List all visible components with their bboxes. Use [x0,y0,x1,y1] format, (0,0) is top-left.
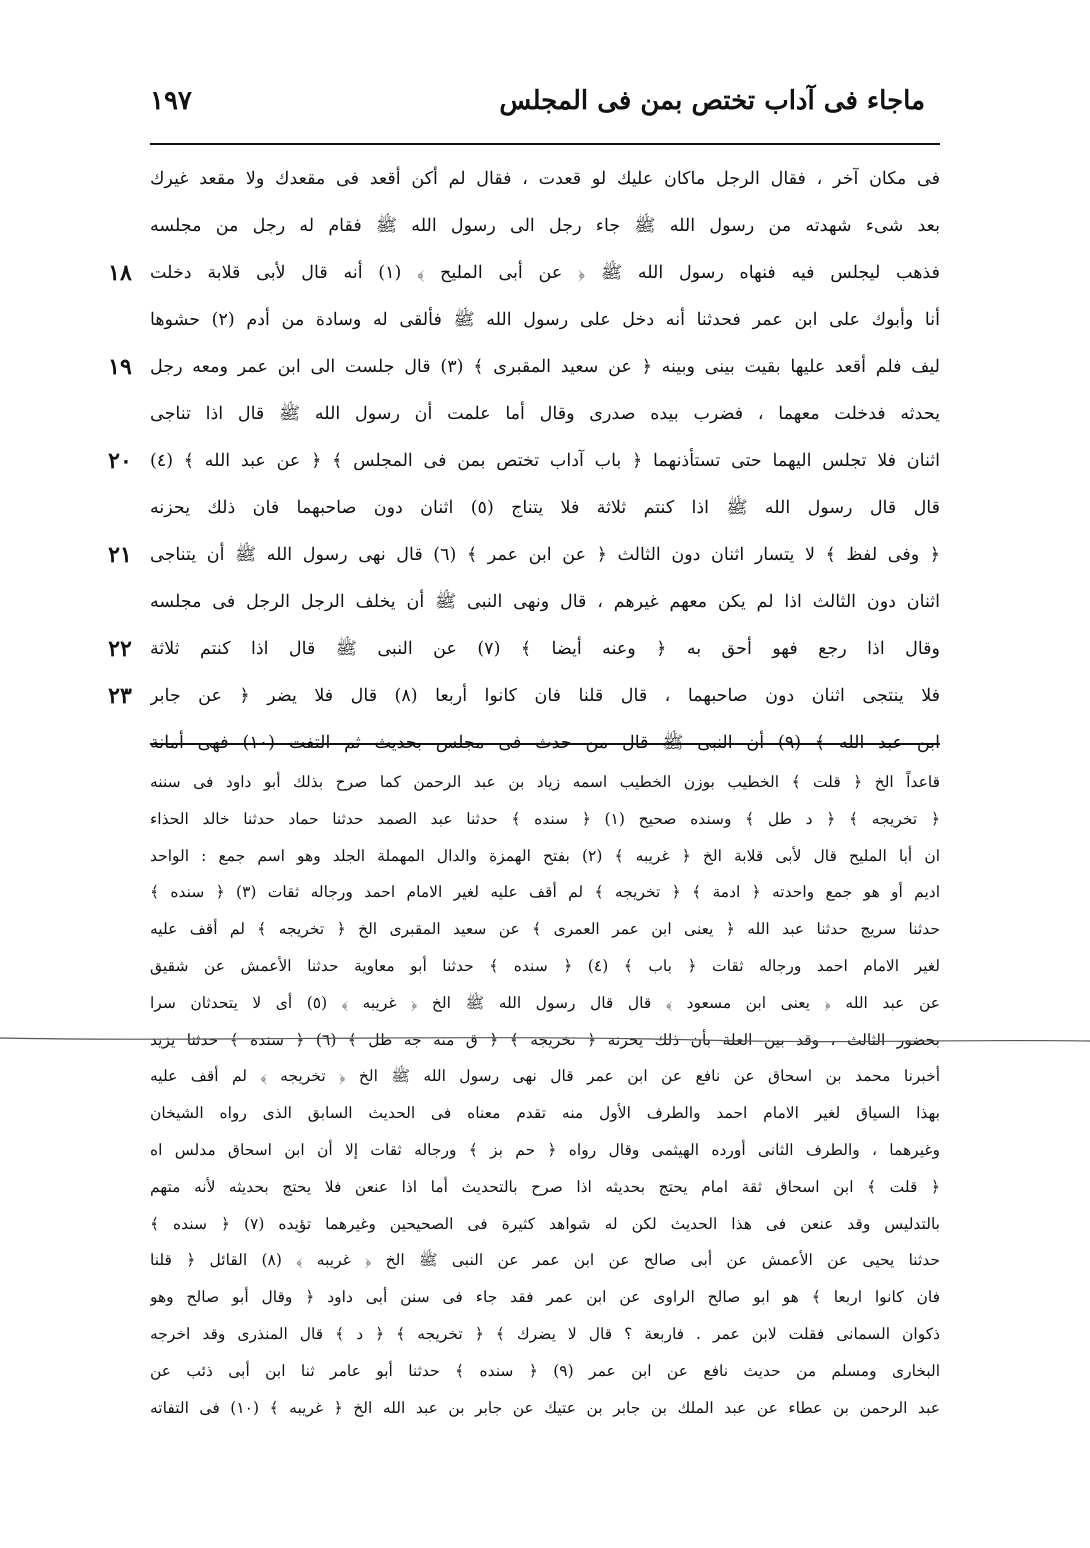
footnote-line: ذكوان السمانى فقلت لابن عمر . فاربعة ؟ قال لا يضرك ﴾ ﴿ تخريجه ﴾ ﴿ د ﴾ قال المنذرى وقد اخرجه [150,1324,940,1343]
hadith-number: ١٨ [108,260,132,286]
main-text-line: وقال اذا رجع فهو أحق به ﴿ وعنه أيضا ﴾ (٧) عن النبى ﷺ قال اذا كنتم ثلاثة [150,639,940,659]
main-text-line: اثنان دون الثالث اذا لم يكن معهم غيرهم ، قال ونهى النبى ﷺ أن يخلف الرجل الرجل فى مجلسه [150,592,940,612]
main-text-line: يحدثه فدخلت معهما ، فضرب بيده صدرى وقال أما علمت أن رسول الله ﷺ قال اذا تناجى [150,404,940,424]
main-text-line: ﴿ وفى لفظ ﴾ لا يتسار اثنان دون الثالث ﴿ عن ابن عمر ﴾ (٦) قال نهى رسول الله ﷺ أن يتناجى [150,545,940,565]
footnote-divider [150,743,940,745]
footnote-line: بهذا السياق لغير الامام احمد والطرف الأول منه تقدم معناه فى الحديث السابق الذى رواه الشيخان [150,1104,940,1123]
footnote-line: ان أبا المليح قال لأبى قلابة الخ ﴿ غريبه ﴾ (٢) بفتح الهمزة والدال المهملة الجلد وهو اسم جمع : الواحد [150,846,940,865]
main-text-line: اثنان فلا تجلس اليهما حتى تستأذنهما ﴿ باب آداب تختص بمن فى المجلس ﴾ ﴿ عن عبد الله ﴾ (٤) [150,451,940,471]
footnote-line: قاعداً الخ ﴿ قلت ﴾ الخطيب بوزن الخطيب اسمه زياد بن عبد الرحمن كما صرح بذلك أبو داود فى سننه [150,773,940,791]
footnote-line: اديم أو هو جمع واحدته ﴿ ادمة ﴾ ﴿ تخريجه ﴾ لم أقف عليه لغير الامام احمد ورجاله ثقات (٣) ﴿ سنده ﴾ [150,883,940,902]
footnote-line: بالتدليس وقد عنعن فى هذا الحديث لكن له شواهد كثيرة فى الصحيحين وغيرهما تؤيده (٧) ﴿ سنده ﴾ [150,1214,940,1233]
main-text-line: قال قال رسول الله ﷺ اذا كنتم ثلاثة فلا يتناج (٥) اثنان دون صاحبهما فان ذلك يحزنه [150,498,940,518]
header-divider [150,143,940,145]
main-text-line: ابن عبد الله ﴾ (٩) أن النبى ﷺ قال من حدث فى مجلس بحديث ثم التفت (١٠) فهى أمانة [150,733,940,753]
footnote-line: حدثنا يحيى عن الأعمش عن أبى صالح عن ابن عمر عن النبى ﷺ الخ ﴿ غريبه ﴾ (٨) القائل ﴿ قلنا [150,1251,940,1270]
main-text-line: فى مكان آخر ، فقال الرجل ماكان عليك لو قعدت ، فقال لم أكن أقعد فى مقعدك ولا مقعد غيرك [150,169,940,189]
main-text [150,156,940,767]
footnote-line: عبد الرحمن بن عطاء عن عبد الملك بن جابر بن عتيك عن جابر بن عبد الله الخ ﴿ غريبه ﴾ (١٠) فى التفاته [150,1398,940,1417]
footnote-line: حدثنا سريج حدثنا عبد الله ﴿ يعنى ابن عمر العمرى ﴾ عن سعيد المقبرى الخ ﴿ تخريجه ﴾ لم أقف عليه [150,920,940,939]
page-header [150,78,925,128]
footnotes [150,764,940,1426]
footnote-line: عن عبد الله ﴿ يعنى ابن مسعود ﴾ قال قال رسول الله ﷺ الخ ﴿ غريبه ﴾ (٥) أى لا يتحدثان سرا [150,993,940,1012]
hadith-number: ٢١ [108,542,132,568]
footnote-line: فان كانوا اربعا ﴾ هو ابو صالح الراوى عن ابن عمر فقد جاء فى سنن أبى داود ﴿ وقال أبو صالح وهو [150,1288,940,1307]
main-text-line: ليف فلم أقعد عليها بقيت بينى وبينه ﴿ عن سعيد المقبرى ﴾ (٣) قال جلست الى ابن عمر ومعه رجل [150,357,940,377]
main-text-line: بعد شىء شهدته من رسول الله ﷺ جاء رجل الى رسول الله ﷺ فقام له رجل من مجلسه [150,216,940,236]
running-title: ماجاء فى آداب تختص بمن فى المجلس [499,86,925,116]
main-text-line: أنا وأبوك على ابن عمر فحدثنا أنه دخل على رسول الله ﷺ فألقى له وسادة من أدم (٢) حشوها [150,310,940,330]
page-number: ١٩٧ [150,86,192,116]
footnote-line: وغيرهما ، والطرف الثانى أورده الهيثمى وقال رواه ﴿ حم بز ﴾ ورجاله ثقات إلا أن ابن اسحاق مدلس اه [150,1140,940,1159]
footnote-line: أخبرنا محمد بن اسحاق عن نافع عن ابن عمر قال نهى رسول الله ﷺ الخ ﴿ تخريجه ﴾ لم أقف عليه [150,1067,940,1086]
main-text-line: فلا ينتجى اثنان دون صاحبهما ، قال قلنا فان كانوا أربعا (٨) قال فلا يضر ﴿ عن جابر [150,686,940,706]
hadith-number: ٢٣ [108,683,132,709]
footnote-line: بحضور الثالث ، وقد بين العلة بأن ذلك يحزنه ﴿ تخريجه ﴾ ﴿ ق منه جه طل ﴾ (٦) ﴿ سنده ﴾ حدثنا يزيد [150,1030,940,1049]
footnote-line: ﴿ تخريجه ﴾ ﴿ د طل ﴾ وسنده صحيح (١) ﴿ سنده ﴾ حدثنا عبد الصمد حدثنا حماد حدثنا خالد الحذاء [150,809,940,828]
footnote-line: ﴿ قلت ﴾ ابن اسحاق ثقة امام يحتج بحديثه اذا صرح بالتحديث أما اذا عنعن فلا يحتج بحديثه لأنه متهم [150,1177,940,1196]
main-text-line: فذهب ليجلس فيه فنهاه رسول الله ﷺ ﴿ عن أبى المليح ﴾ (١) أنه قال لأبى قلابة دخلت [150,263,940,283]
footnote-line: لغير الامام احمد ورجاله ثقات ﴿ باب ﴾ (٤) ﴿ سنده ﴾ حدثنا أبو معاوية حدثنا الأعمش عن شقيق [150,956,940,975]
footnote-line: البخارى ومسلم من حديث نافع عن ابن عمر (٩) ﴿ سنده ﴾ حدثنا أبو عامر ثنا ابن أبى ذئب عن [150,1361,940,1380]
hadith-number: ٢٠ [108,448,132,474]
hadith-number: ٢٢ [108,636,132,662]
hadith-number: ١٩ [108,354,132,380]
